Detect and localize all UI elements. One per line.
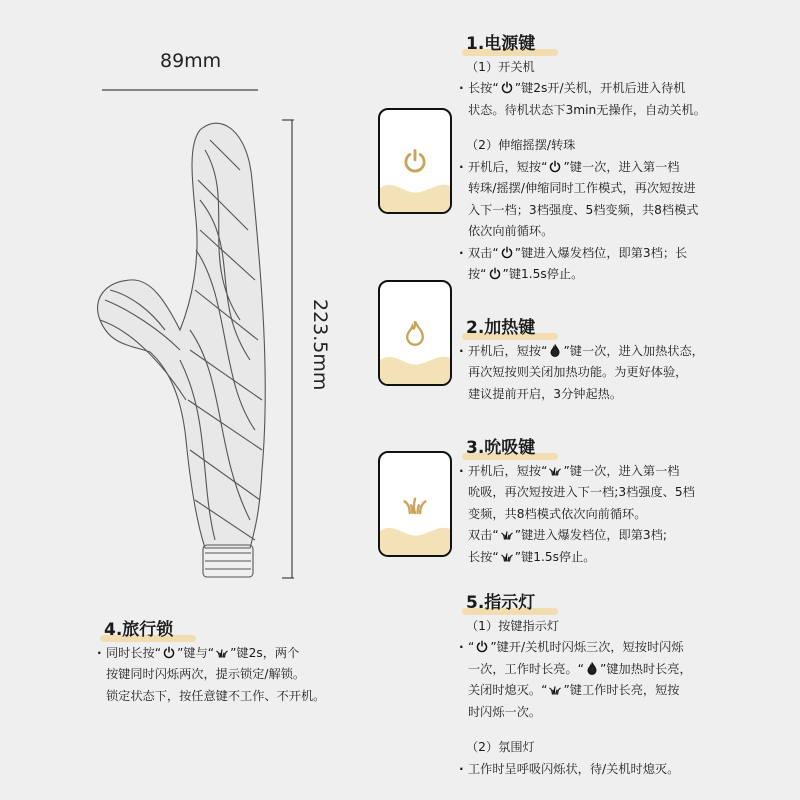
instruction-text: “	[468, 640, 475, 654]
subheading: （1）开关机	[466, 59, 535, 74]
instruction-line	[462, 680, 692, 702]
section-heading	[462, 438, 539, 460]
instruction-text: ”键工作时长亮，短按	[563, 683, 680, 697]
wireframe-device	[98, 123, 266, 577]
instruction-text: ”键一次，进入第一档	[563, 159, 680, 174]
wave-decoration	[380, 350, 450, 384]
instruction-text: 转珠/摇摆/伸缩同时工作模式，再次短按进	[468, 181, 696, 195]
power-button-card	[378, 108, 452, 214]
section-indicator-light	[462, 593, 692, 780]
power-icon	[500, 80, 514, 93]
wave-decoration	[380, 521, 450, 555]
instruction-line	[462, 157, 706, 179]
instruction-text: 按键同时闪烁两次，提示锁定/解锁。	[106, 667, 306, 681]
suction-icon	[402, 491, 428, 517]
suction-icon	[548, 463, 562, 476]
instruction-line	[462, 759, 692, 781]
instruction-line	[462, 525, 695, 547]
flame-icon	[548, 343, 562, 356]
flame-icon	[585, 661, 599, 674]
subheading: （1）按键指示灯	[466, 618, 560, 633]
section-power-key	[462, 34, 706, 286]
instruction-text: 开机后，短按“	[468, 159, 548, 174]
instruction-line	[462, 362, 704, 384]
instruction-text: 变频，共8档模式依次向前循环。	[468, 506, 647, 521]
suction-icon	[500, 527, 514, 540]
instruction-text: ”键进入爆发档位，即第3档；长	[514, 245, 688, 260]
instruction-line	[462, 243, 706, 265]
height-dimension-label: 223.5mm	[309, 299, 331, 391]
instruction-text: 一次，工作时长亮。“	[468, 661, 585, 676]
instruction-line	[462, 461, 695, 483]
instruction-text: 建议提前开启，3分钟起热。	[468, 386, 623, 401]
instruction-text: 依次向前循环。	[468, 224, 554, 238]
section-title: 2.加热键	[466, 318, 536, 338]
instruction-text: 时闪烁一次。	[468, 704, 542, 719]
instruction-line	[462, 702, 692, 724]
power-icon	[548, 159, 562, 172]
instruction-text: 开机后，短按“	[468, 463, 548, 478]
instruction-text: 工作时呈呼吸闪烁状，待/关机时熄灭。	[468, 761, 680, 776]
power-icon	[500, 245, 514, 258]
instruction-line	[462, 78, 706, 100]
instruction-line	[462, 221, 706, 243]
instruction-text: 按“	[468, 267, 487, 281]
instruction-text: ”键开/关机时闪烁三次，短按时闪烁	[490, 640, 684, 654]
instruction-text: 吮吸，再次短按进入下一档;3档强度、5档	[468, 485, 695, 499]
subheading: （2）氛围灯	[466, 740, 535, 754]
instruction-line	[462, 178, 706, 200]
instruction-line	[462, 547, 695, 569]
suction-icon	[215, 645, 229, 658]
instruction-line	[462, 200, 706, 222]
suction-button-card	[378, 451, 452, 557]
instruction-line	[100, 643, 325, 665]
section-heading	[462, 318, 539, 340]
instruction-text: ”键进入爆发档位，即第3档;	[514, 528, 667, 542]
instruction-text: 双击“	[468, 528, 499, 542]
heat-button-card	[378, 280, 452, 386]
instruction-text: 长按“	[468, 549, 499, 564]
instruction-text: 关闭时熄灭。“	[468, 683, 548, 697]
power-icon	[488, 266, 502, 279]
instruction-text: 同时长按“	[106, 645, 162, 660]
instruction-line	[462, 504, 695, 526]
section-travel-lock	[100, 620, 325, 707]
instruction-line	[100, 686, 325, 708]
instruction-text: 入下一档；3档强度、5档变频，共8档模式	[468, 202, 699, 217]
instruction-text: ”键加热时长亮，	[600, 661, 692, 676]
section-heat-key	[462, 318, 704, 405]
wave-decoration	[380, 178, 450, 212]
instruction-text: ”键2s，两个	[230, 645, 300, 660]
section-title: 1.电源键	[466, 34, 536, 54]
section-heading	[462, 593, 539, 615]
section-heading	[462, 34, 539, 56]
instruction-text: 再次短按则关闭加热功能。为更好体验，	[468, 365, 688, 379]
instruction-text: 长按“	[468, 81, 499, 95]
flame-icon	[402, 320, 428, 346]
instruction-text: ”键1.5s停止。	[514, 549, 596, 564]
instruction-line	[462, 637, 692, 659]
suction-icon	[500, 549, 514, 562]
power-icon	[162, 645, 176, 658]
section-title: 5.指示灯	[466, 593, 536, 613]
instruction-text: ”键一次，进入第一档	[563, 463, 680, 478]
instruction-line	[100, 664, 325, 686]
suction-icon	[548, 682, 562, 695]
instruction-text: 开机后，短按“	[468, 343, 548, 358]
section-title: 4.旅行锁	[104, 620, 174, 640]
section-title: 3.吮吸键	[466, 438, 536, 458]
instruction-line	[462, 659, 692, 681]
instruction-text: 双击“	[468, 245, 499, 260]
instruction-text: 状态。待机状态下3min无操作，自动关机。	[468, 102, 706, 117]
instruction-text: ”键1.5s停止。	[502, 267, 584, 281]
width-dimension-label: 89mm	[160, 50, 222, 72]
instruction-line	[462, 341, 704, 363]
power-icon	[402, 148, 428, 174]
instruction-text: ”键与“	[177, 645, 215, 660]
instruction-line	[462, 264, 706, 286]
instruction-text: ”键一次，进入加热状态，	[563, 343, 704, 358]
section-heading	[100, 620, 177, 642]
subheading: （2）伸缩摇摆/转珠	[466, 138, 576, 152]
power-icon	[475, 639, 489, 652]
instruction-text: 锁定状态下，按任意键不工作、不开机。	[106, 688, 326, 703]
section-suction-key	[462, 438, 695, 568]
instruction-line	[462, 100, 706, 122]
instruction-line	[462, 384, 704, 406]
instruction-text: ”键2s开/关机，开机后进入待机	[514, 81, 686, 95]
instruction-line	[462, 482, 695, 504]
